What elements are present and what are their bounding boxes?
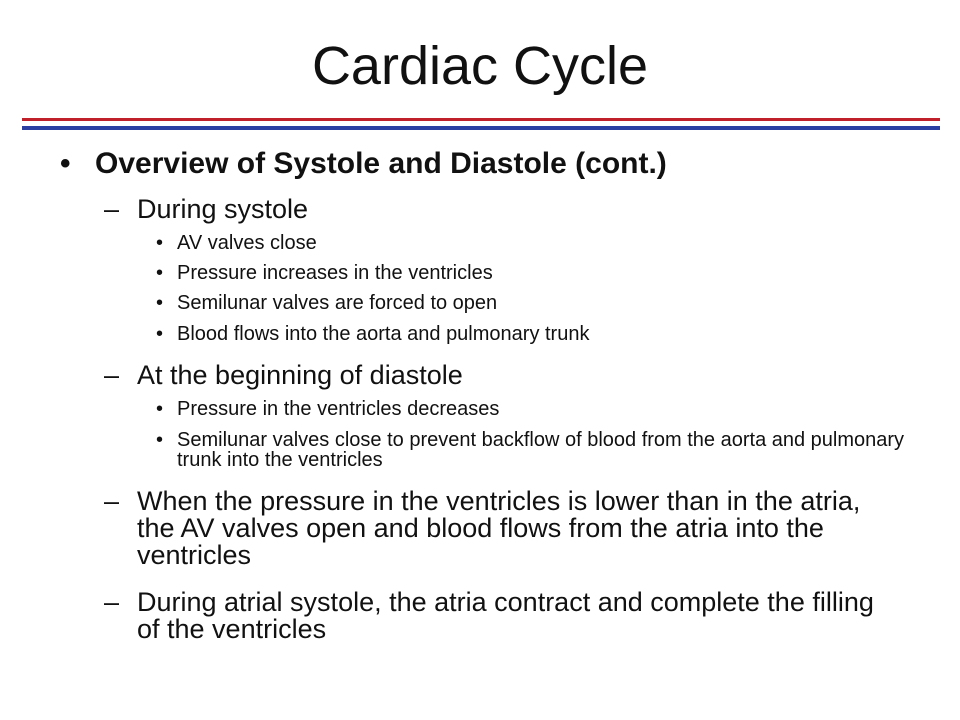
detail-bullet: [156, 293, 907, 313]
sub-bullet-text: At the beginning of diastole: [137, 360, 463, 390]
dash-marker: –: [104, 360, 120, 390]
bullet-marker: •: [156, 323, 164, 345]
detail-bullet: [156, 399, 907, 419]
detail-text: Pressure in the ventricles decreases: [177, 398, 500, 420]
bullet-marker: •: [156, 398, 164, 420]
main-bullet: [60, 146, 667, 182]
sub-bullet-diastole: [104, 362, 877, 389]
detail-text: Blood flows into the aorta and pulmonary trunk: [177, 323, 590, 345]
dash-marker: –: [104, 194, 120, 224]
bullet-marker: •: [60, 147, 71, 180]
detail-bullet: [156, 263, 907, 283]
detail-text: Semilunar valves close to prevent backflow of blood from the aorta and pulmonary trunk into the ventricles: [177, 429, 905, 471]
sub-bullet-text: When the pressure in the ventricles is lower than in the atria, the AV valves open and blood flows from the atria into the ventricles: [137, 486, 861, 570]
title-divider-red: [22, 118, 940, 121]
bullet-marker: •: [156, 232, 164, 254]
sub-bullet-text: During systole: [137, 194, 309, 224]
detail-text: Pressure increases in the ventricles: [177, 262, 493, 284]
sub-bullet-text: During atrial systole, the atria contract and complete the filling of the ventricles: [137, 587, 874, 644]
bullet-marker: •: [156, 262, 164, 284]
slide-title: Cardiac Cycle: [311, 36, 649, 96]
bullet-marker: •: [156, 429, 164, 451]
bullet-marker: •: [156, 292, 164, 314]
detail-text: AV valves close: [177, 232, 317, 254]
detail-bullet: [156, 233, 907, 253]
title-divider-blue: [22, 126, 940, 130]
detail-bullet: [156, 430, 907, 470]
dash-marker: –: [104, 486, 120, 516]
main-bullet-text: Overview of Systole and Diastole (cont.): [95, 147, 667, 180]
detail-bullet: [156, 324, 907, 344]
dash-marker: –: [104, 587, 120, 617]
detail-text: Semilunar valves are forced to open: [177, 292, 498, 314]
sub-bullet-atrial-systole: [104, 589, 877, 643]
sub-bullet-av-valves-open: [104, 488, 877, 569]
sub-bullet-systole: [104, 196, 877, 223]
